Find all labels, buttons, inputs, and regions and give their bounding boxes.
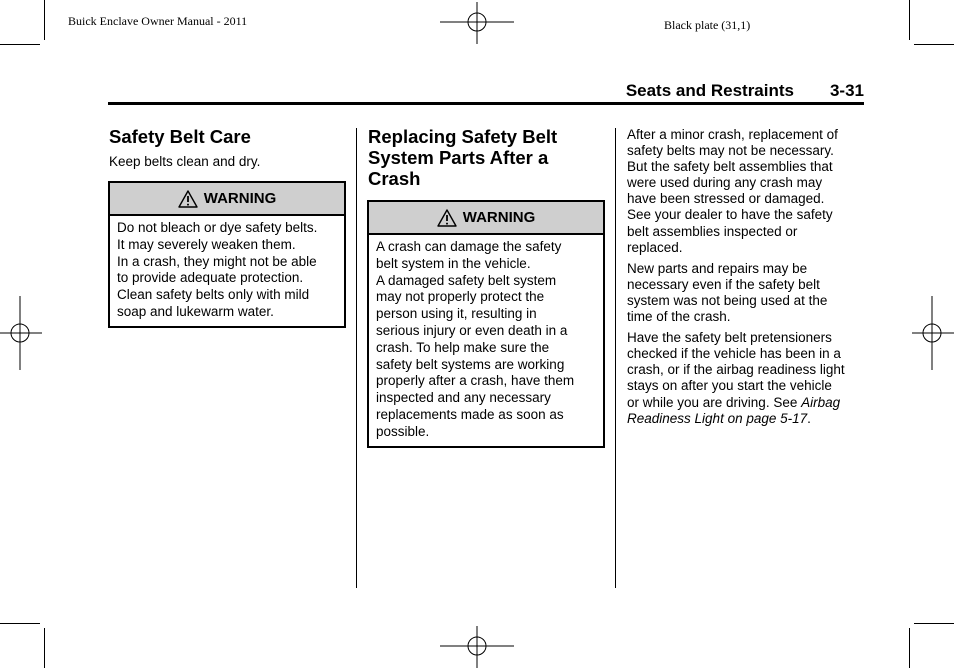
text-line: replaced. [627, 239, 683, 255]
intro-text: Keep belts clean and dry. [109, 154, 261, 169]
warning-header [369, 202, 603, 235]
text-line: necessary even if the safety belt [627, 276, 820, 292]
registration-mark-top-icon [440, 2, 514, 44]
text-line: But the safety belt assemblies that [627, 159, 833, 175]
registration-mark-right-icon [912, 296, 954, 370]
text-line: See your dealer to have the safety [627, 207, 833, 223]
column-1 [109, 126, 346, 170]
paragraph [627, 127, 867, 256]
paragraph [627, 261, 867, 325]
heading-line: System Parts After a [368, 147, 549, 168]
text-line: stays on after you start the vehicle [627, 378, 832, 394]
warning-line: Do not bleach or dye safety belts. [117, 220, 318, 235]
warning-line: A crash can damage the safety [376, 239, 562, 254]
warning-triangle-icon [178, 190, 198, 208]
warning-triangle-icon [437, 209, 457, 227]
page-number: 3-31 [829, 81, 864, 100]
warning-box [367, 200, 605, 448]
text-line: Have the safety belt pretensioners [627, 330, 832, 346]
text-line: system was not being used at the [627, 292, 828, 308]
warning-body [110, 216, 344, 321]
section-heading [368, 126, 605, 189]
warning-line: serious injury or even death in a [376, 322, 568, 338]
warning-line: possible. [376, 423, 430, 439]
warning-line: soap and lukewarm water. [117, 303, 274, 319]
warning-line: crash. To help make sure the [376, 339, 550, 355]
warning-line: safety belt systems are working [376, 356, 565, 372]
text-line: time of the crash. [627, 309, 731, 325]
warning-header [110, 183, 344, 216]
column-3 [627, 127, 867, 432]
text-line: . [807, 410, 811, 426]
text-line: have been stressed or damaged. [627, 191, 825, 207]
warning-line: A damaged safety belt system [376, 272, 557, 288]
paragraph [627, 330, 867, 427]
text-line: checked if the vehicle has been in a [627, 346, 841, 362]
registration-mark-left-icon [0, 296, 42, 370]
cross-reference-link[interactable]: Airbag [801, 394, 841, 410]
plate-title: Buick Enclave Owner Manual - 2011 [68, 14, 248, 28]
warning-body [369, 235, 603, 441]
text-line: were used during any crash may [627, 175, 823, 191]
column-2 [368, 126, 605, 189]
plate-number: Black plate (31,1) [664, 18, 751, 32]
heading-line: Crash [368, 168, 421, 189]
text-line: safety belts may not be necessary. [627, 143, 834, 159]
warning-line: In a crash, they might not be able [117, 253, 317, 269]
warning-line: may not properly protect the [376, 289, 545, 305]
warning-line: properly after a crash, have them [376, 373, 575, 389]
warning-line: Clean safety belts only with mild [117, 287, 310, 303]
section-title: Seats and Restraints [625, 81, 794, 100]
warning-label: WARNING [462, 209, 536, 226]
registration-mark-bottom-icon [440, 626, 514, 668]
heading-line: Replacing Safety Belt [368, 126, 558, 147]
warning-line: inspected and any necessary [376, 390, 551, 406]
text-line: belt assemblies inspected or [627, 223, 798, 239]
text-line: crash, or if the airbag readiness light [627, 362, 845, 378]
text-line: or while you are driving. See [627, 394, 802, 410]
warning-label: WARNING [203, 190, 277, 207]
section-heading: Safety Belt Care [109, 126, 251, 147]
warning-line: person using it, resulting in [376, 306, 537, 322]
cross-reference-link[interactable]: Readiness Light on page 5-17 [627, 410, 808, 426]
text-line: New parts and repairs may be [627, 260, 808, 276]
column-divider [615, 128, 616, 588]
warning-box [108, 181, 346, 328]
warning-line: It may severely weaken them. [117, 236, 296, 252]
column-divider [356, 128, 357, 588]
text-line: After a minor crash, replacement of [627, 127, 838, 142]
warning-line: replacements made as soon as [376, 406, 564, 422]
running-header [108, 80, 864, 105]
warning-line: belt system in the vehicle. [376, 255, 531, 271]
warning-line: to provide adequate protection. [117, 270, 304, 286]
